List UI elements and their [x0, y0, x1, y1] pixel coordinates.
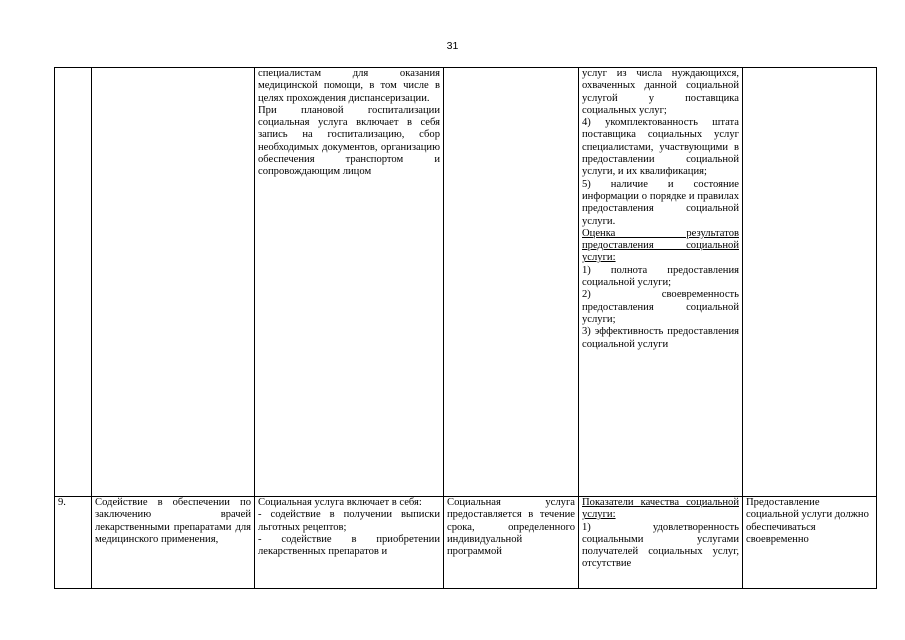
indicator-paragraph: 5) наличие и состояние информации о порядке и правилах предоставления социальной услуги. [582, 178, 739, 227]
service-name-cell [92, 68, 255, 497]
row-number-cell [55, 68, 92, 497]
table-row [55, 497, 877, 589]
conditions-cell: Предоставление социальной услуги должно обеспечиваться своевременно [743, 497, 877, 589]
content-paragraph: При плановой госпитализации социальная услуга включает в себя запись на госпитализацию, сбор необходимых документов, организацию обеспечения транспортом и сопровождающим лицом [258, 104, 440, 178]
indicator-heading: Оценка результатов предоставления социальной услуги: [582, 227, 739, 264]
page-number: 31 [446, 40, 459, 52]
content-paragraph: Социальная услуга включает в себя: [258, 497, 422, 508]
content-paragraph: специалистам для оказания медицинской помощи, в том числе в целях прохождения диспансеризации. [258, 68, 440, 104]
indicator-paragraph: 2) своевременность предоставления социальной услуги; [582, 289, 739, 325]
indicator-heading: Показатели качества социальной услуги: [582, 497, 739, 521]
content-paragraph: - содействие в получении выписки льготных рецептов; [258, 509, 440, 533]
service-terms-cell: Социальная услуга предоставляется в течение срока, определенного индивидуальной программой [444, 497, 579, 589]
conditions-cell [743, 68, 877, 497]
service-content-cell [255, 497, 444, 589]
service-terms-cell [444, 68, 579, 497]
indicator-paragraph: 3) эффективность предоставления социальной услуги [582, 326, 739, 350]
content-paragraph: - содействие в приобретении лекарственных препаратов и [258, 533, 440, 558]
service-content-cell [255, 68, 444, 497]
indicator-paragraph: 1) удовлетворенность социальными услугами получателей социальных услуг, отсутствие [582, 521, 739, 570]
indicator-paragraph: услуг из числа нуждающихся, охваченных данной социальной услугой у поставщика социальных услуг; [582, 68, 739, 116]
service-name-cell: Содействие в обеспечении по заключению врачей лекарственными препаратами для медицинского применения, [92, 497, 255, 589]
indicator-paragraph: 1) полнота предоставления социальной услуги; [582, 264, 739, 289]
table-row [55, 68, 877, 497]
row-number-cell: 9. [55, 497, 92, 589]
services-table [54, 67, 877, 589]
indicator-paragraph: 4) укомплектованность штата поставщика социальных услуг специалистами, участвующими в предоставлении социальной услуги, и их квалификация; [582, 117, 739, 178]
quality-indicators-cell [579, 497, 743, 589]
quality-indicators-cell [579, 68, 743, 497]
